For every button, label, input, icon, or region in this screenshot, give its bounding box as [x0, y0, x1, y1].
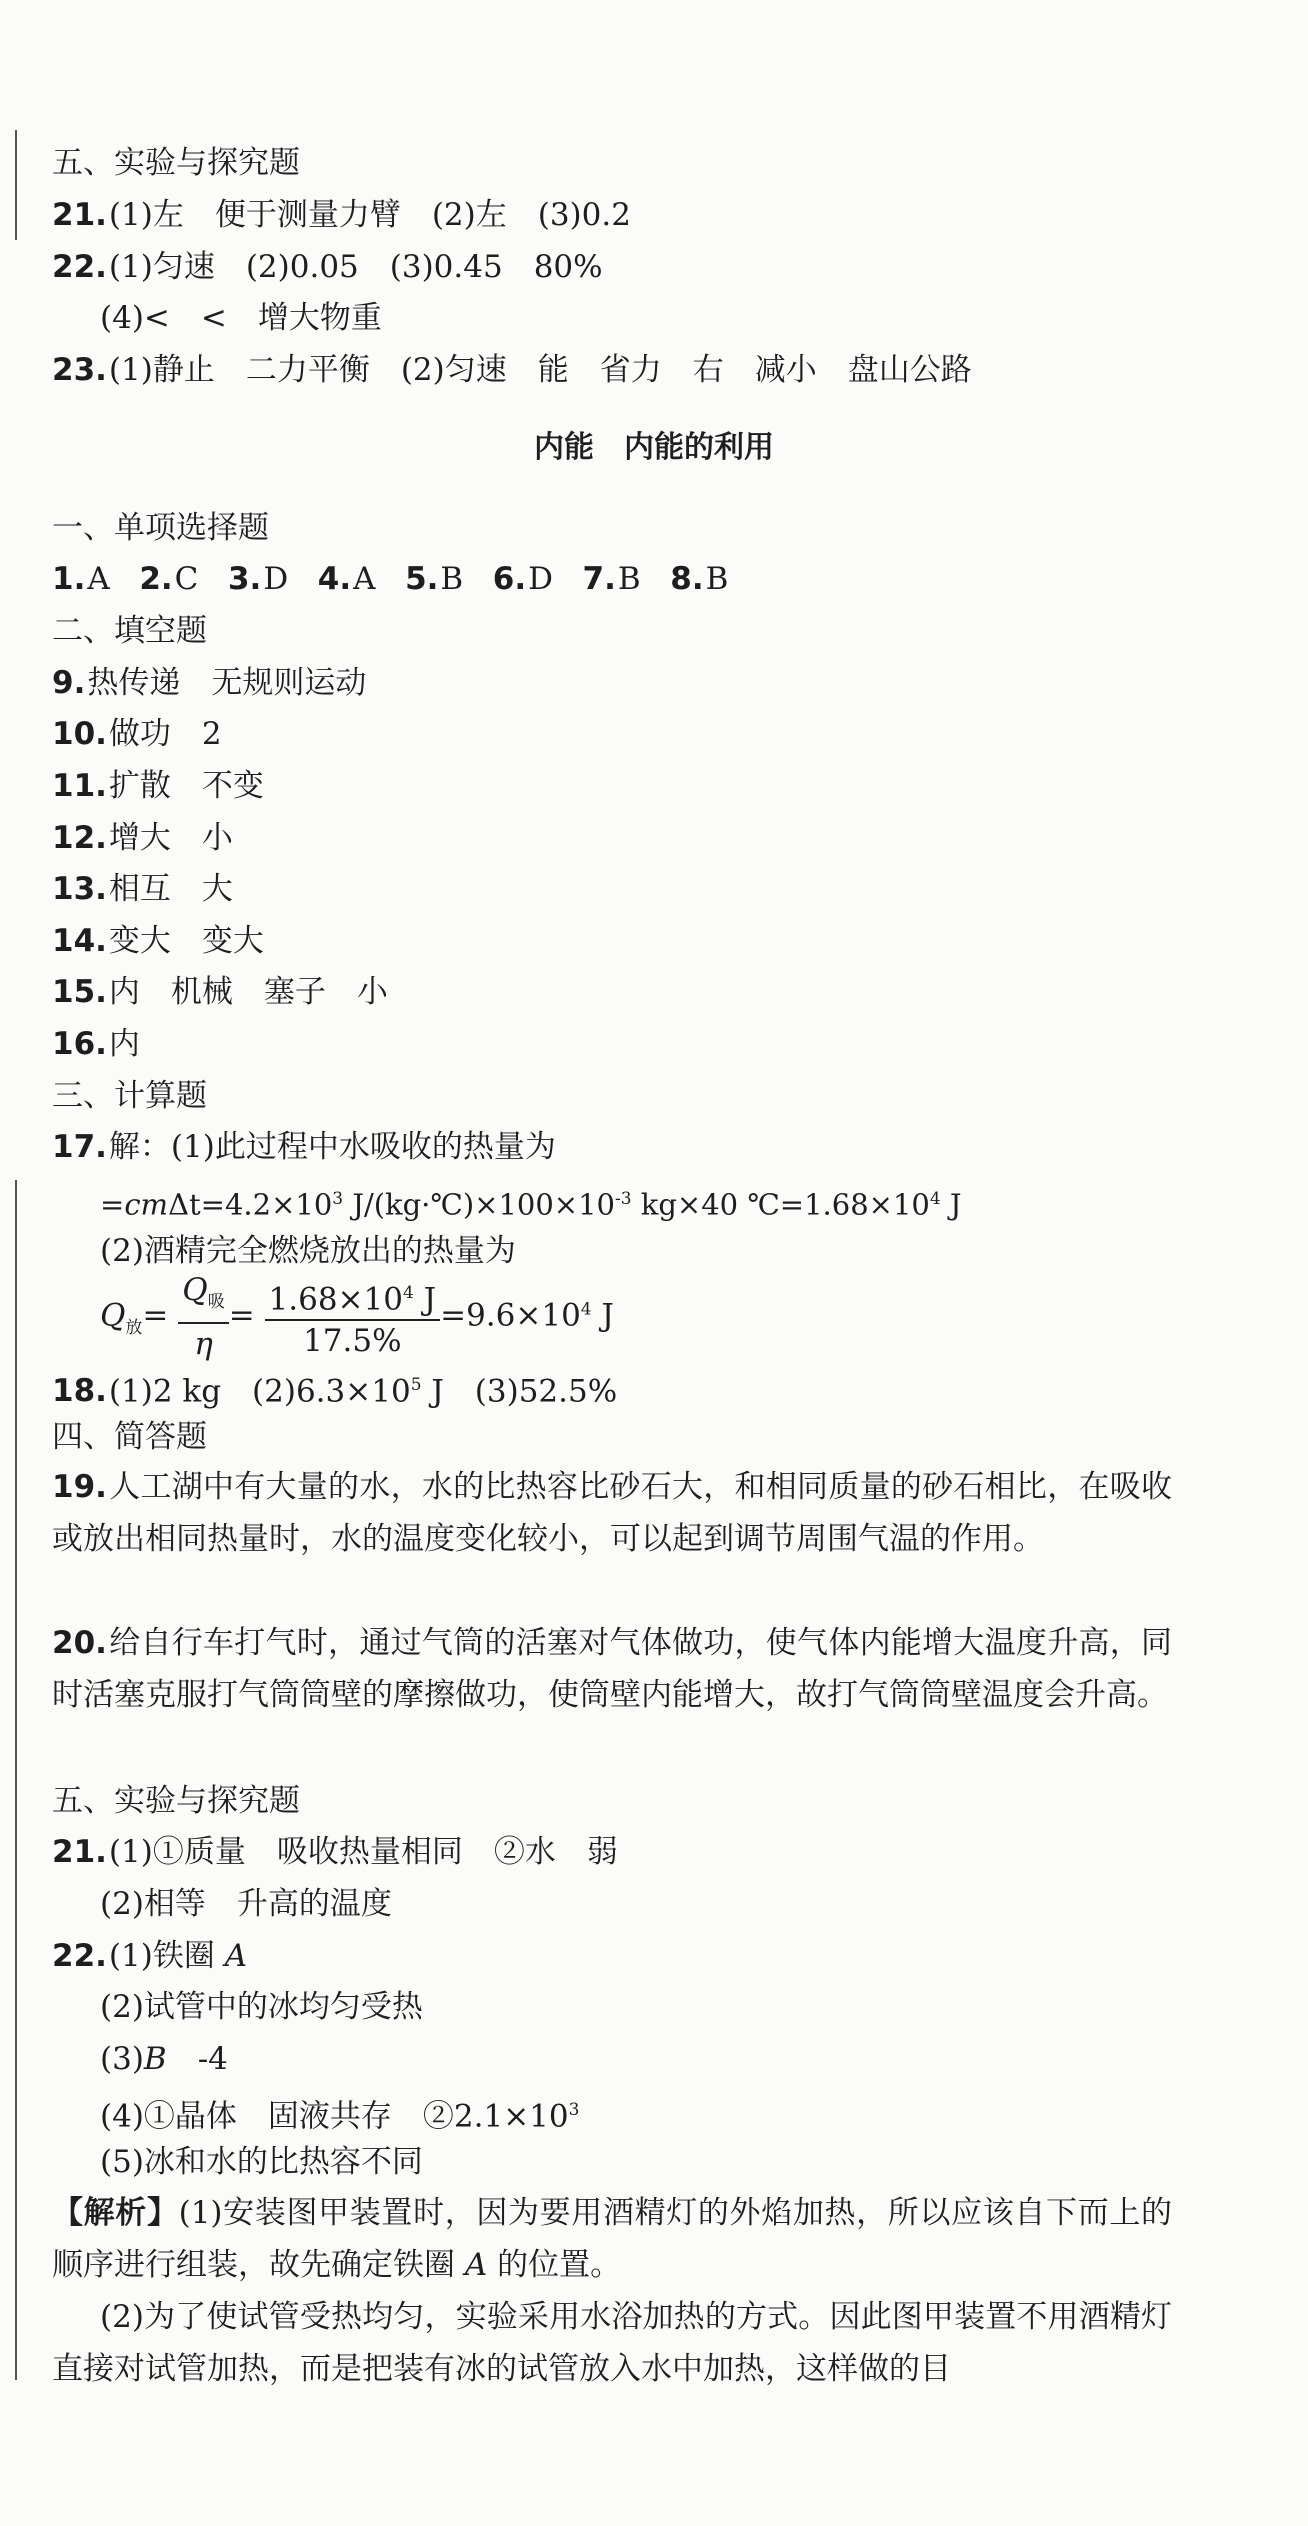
answer-10: [52, 714, 1268, 754]
answer-text: (1)2 kg (2)6.3×10: [108, 1373, 411, 1410]
question-number: 21.: [52, 1834, 107, 1870]
answer-text: 变大 变大: [108, 923, 264, 959]
question-number: 3.: [227, 561, 262, 597]
answer-text: 扩散 不变: [108, 768, 264, 804]
choice-answer: D: [528, 561, 553, 597]
question-number: 6.: [492, 561, 527, 597]
answer-22: [52, 247, 1268, 287]
analysis-para-2: (2)为了使试管受热均匀，实验采用水浴加热的方式。因此图甲装置不用酒精灯直接对试管加热，而是把装有冰的试管放入水中加热，这样做的目: [52, 2299, 1172, 2387]
question-number: 13.: [52, 871, 107, 907]
answer-15: [52, 972, 1268, 1012]
answer-text: 人工湖中有大量的水，水的比热容比砂石大，和相同质量的砂石相比，在吸收或放出相同热量时，水的温度变化较小，可以起到调节周围气温的作用。: [52, 1469, 1172, 1557]
answer-14: [52, 921, 1268, 961]
analysis-para-1: 【解析】(1)安装图甲装置时，因为要用酒精灯的外焰加热，所以应该自下而上的顺序进行组装，故先确定铁圈 A 的位置。: [52, 2195, 1172, 2283]
answer-text: 增大 小: [108, 820, 233, 856]
answer-text: 内 机械 塞子 小: [108, 974, 388, 1010]
choice-answer: B: [440, 561, 464, 597]
formula-heat-released: $Q_放=$ $\frac{Q_吸}{\eta}$ = $\frac{1.68\times 10^4 J}{17.5\%}$ $=9.6\times 10^4$ J: [100, 1272, 614, 1363]
answer-text: (1)静止 二力平衡 (2)匀速 能 省力 右 减小 盘山公路: [108, 352, 972, 388]
question-number: 8.: [670, 561, 704, 597]
answer-22b-line3: (3)B -4: [100, 2041, 228, 2077]
answer-text: 做功 2: [108, 716, 222, 752]
question-number: 21.: [52, 197, 107, 233]
question-number: 22.: [52, 1938, 107, 1974]
answer-21b-line2: (2)相等 升高的温度: [100, 1886, 392, 1922]
question-number: 2.: [139, 561, 173, 597]
section-heading: 二、填空题: [52, 613, 207, 649]
answer-13: [52, 869, 1268, 909]
choice-answer: B: [705, 561, 729, 597]
answer-text: 热传递 无规则运动: [87, 665, 367, 701]
answer-21: [52, 195, 1268, 235]
question-number: 14.: [52, 923, 107, 959]
answer-23: [52, 350, 1268, 390]
choice-answer: C: [174, 561, 199, 597]
answer-20: [52, 1617, 1172, 1721]
answer-21b: [52, 1832, 1268, 1872]
answer-text: 相互 大: [108, 871, 233, 907]
answer-text: (1)匀速 (2)0.05 (3)0.45 80%: [108, 249, 603, 285]
answer-16: [52, 1024, 1268, 1064]
fraction: $\frac{Q_吸}{\eta}$: [178, 1270, 228, 1364]
question-number: 15.: [52, 974, 107, 1010]
question-number: 7.: [582, 561, 616, 597]
answer-text: 内: [108, 1026, 140, 1062]
answer-9: [52, 663, 1268, 703]
choice-answer: A: [353, 561, 376, 597]
answer-11: [52, 766, 1268, 806]
choice-answer: A: [87, 561, 110, 597]
calc-heat-absorbed: $=cm\Delta t=4.2\times 10^3$ $J/(kg\cdot℃)\times 100\times 10^{-3}$ kg×40 $℃=1.68\times 10^4$ J: [100, 1187, 962, 1222]
answer-22b: 22.(1)铁圈 A: [52, 1938, 248, 1974]
question-number: 19.: [52, 1469, 107, 1505]
question-number: 12.: [52, 820, 107, 856]
answer-22b-line5: (5)冰和水的比热容不同: [100, 2144, 423, 2180]
section-heading: 一、单项选择题: [52, 510, 269, 546]
answer-22b-line4: (4)①晶体 固液共存 $②2.1\times 10^3$: [100, 2098, 580, 2135]
question-number: 17.: [52, 1129, 107, 1165]
question-number: 9.: [52, 665, 86, 701]
question-number: 20.: [52, 1625, 107, 1661]
answer-text: (1)左 便于测量力臂 (2)左 (3)0.2: [108, 197, 631, 233]
chapter-title: 内能 内能的利用: [534, 430, 774, 465]
section-heading: 五、实验与探究题: [52, 1783, 300, 1819]
answer-22-line2: (4)< < 增大物重: [100, 300, 382, 336]
question-number: 23.: [52, 352, 107, 388]
margin-rule: [15, 130, 17, 240]
question-number: 11.: [52, 768, 107, 804]
answer-12: [52, 818, 1268, 858]
answer-text: 解：(1)此过程中水吸收的热量为: [108, 1129, 556, 1165]
section-heading: 四、简答题: [52, 1419, 207, 1455]
choice-answer: D: [263, 561, 289, 597]
choice-answer: B: [617, 561, 641, 597]
question-number: 4.: [317, 561, 352, 597]
question-number: 10.: [52, 716, 107, 752]
answer-text: (1)铁圈: [108, 1938, 225, 1974]
question-number: 1.: [52, 561, 86, 597]
question-number: 5.: [405, 561, 439, 597]
answer-text: 给自行车打气时，通过气筒的活塞对气体做功，使气体内能增大温度升高，同时活塞克服打气筒筒壁的摩擦做功，使筒壁内能增大，故打气筒筒壁温度会升高。: [52, 1625, 1172, 1713]
answer-17: [52, 1127, 1268, 1167]
question-number: 22.: [52, 249, 107, 285]
section-heading: 五、实验与探究题: [52, 145, 300, 181]
answer-19: [52, 1461, 1172, 1565]
calc-step-2: (2)酒精完全燃烧放出的热量为: [100, 1233, 516, 1269]
analysis-tag: 【解析】: [52, 2195, 179, 2231]
fraction: $\frac{1.68\times 10^4 J}{17.5\%}$: [265, 1273, 441, 1361]
section-heading: 三、计算题: [52, 1078, 207, 1114]
question-number: 18.: [52, 1373, 107, 1410]
answer-18: 18.(1)2 kg $(2)6.3\times 10^5$ J (3)52.5%: [52, 1373, 618, 1410]
mc-answers: [52, 559, 1268, 599]
question-number: 16.: [52, 1026, 107, 1062]
answer-text: (1)①质量 吸收热量相同 ②水 弱: [108, 1834, 618, 1870]
margin-rule: [15, 1180, 17, 2380]
answer-22b-line2: (2)试管中的冰均匀受热: [100, 1989, 423, 2025]
